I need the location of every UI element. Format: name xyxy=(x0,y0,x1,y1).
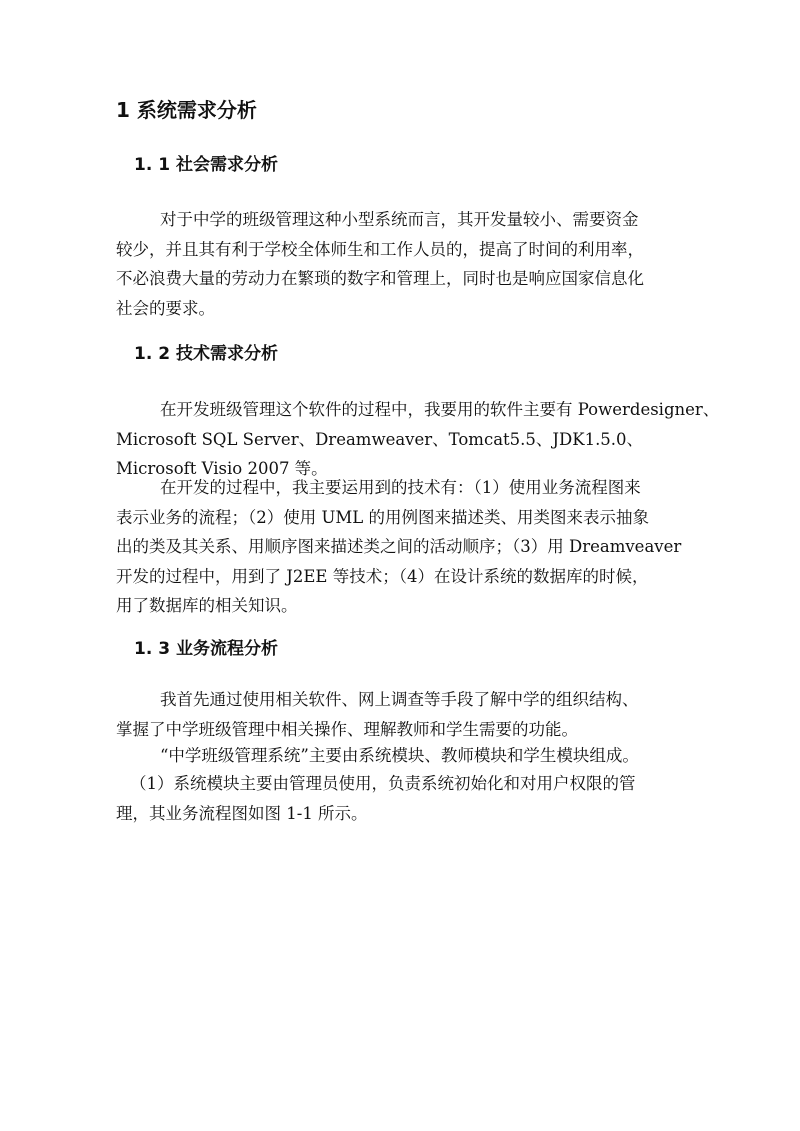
section-heading-1-2: 1. 2 技术需求分析 xyxy=(134,344,278,364)
paragraph-system-modules xyxy=(116,741,716,771)
paragraph-tech-software xyxy=(116,395,720,484)
text-line: 开发的过程中，用到了 J2EE 等技术；（4）在设计系统的数据库的时候， xyxy=(116,566,649,586)
text-line: 对于中学的班级管理这种小型系统而言，其开发量较小、需要资金 xyxy=(160,210,639,229)
text-line: （1）系统模块主要由管理员使用，负责系统初始化和对用户权限的管 xyxy=(130,774,636,793)
section-heading-1-3: 1. 3 业务流程分析 xyxy=(134,639,278,659)
text-line: 在开发班级管理这个软件的过程中，我要用的软件主要有 Powerdesigner、 xyxy=(160,400,720,419)
paragraph-business-intro xyxy=(116,685,716,744)
text-line: 出的类及其关系、用顺序图来描述类之间的活动顺序；（3）用 Dreamveaver xyxy=(116,537,682,556)
text-line: 用了数据库的相关知识。 xyxy=(116,596,298,615)
section-heading-1-1: 1. 1 社会需求分析 xyxy=(134,155,278,175)
text-line: 社会的要求。 xyxy=(116,298,215,318)
text-line: Microsoft Visio 2007 等。 xyxy=(116,459,328,478)
paragraph-tech-methods xyxy=(116,473,716,621)
text-line: 掌握了中学班级管理中相关操作、理解教师和学生需要的功能。 xyxy=(116,719,578,739)
text-line: 较少，并且其有利于学校全体师生和工作人员的，提高了时间的利用率， xyxy=(116,239,644,259)
text-line: Microsoft SQL Server、Dreamweaver、Tomcat5.5、JDK1.5.0、 xyxy=(116,429,644,449)
text-line: “中学班级管理系统”主要由系统模块、教师模块和学生模块组成。 xyxy=(160,746,639,765)
text-line: 在开发的过程中，我主要运用到的技术有：（1）使用业务流程图来 xyxy=(160,478,641,497)
text-line: 表示业务的流程；（2）使用 UML 的用例图来描述类、用类图来表示抽象 xyxy=(116,507,649,527)
text-line: 我首先通过使用相关软件、网上调查等手段了解中学的组织结构、 xyxy=(160,690,639,709)
paragraph-social-needs xyxy=(116,205,716,323)
paragraph-system-module-detail xyxy=(116,769,716,828)
text-line: 理，其业务流程图如图 1-1 所示。 xyxy=(116,803,368,823)
text-line: 不必浪费大量的劳动力在繁琐的数字和管理上，同时也是响应国家信息化 xyxy=(116,269,644,288)
chapter-heading: 1 系统需求分析 xyxy=(116,98,257,122)
